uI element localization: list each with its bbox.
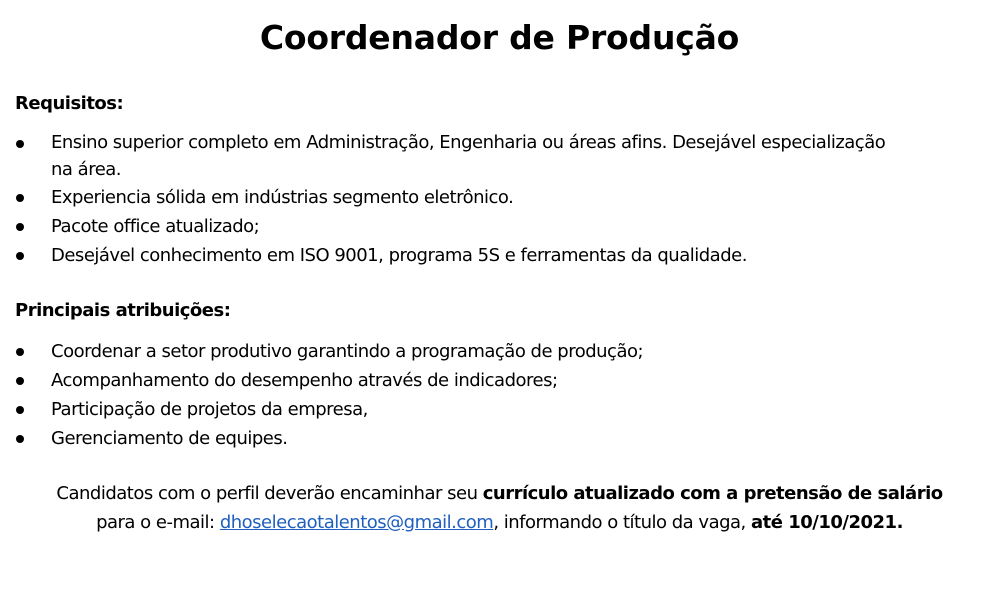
- email-link[interactable]: dhoselecaotalentos@gmail.com: [219, 512, 494, 533]
- bullet-icon: [16, 435, 24, 443]
- instructions-emphasis: currículo atualizado com a pretensão de salário: [482, 483, 943, 504]
- list-item: [0, 212, 891, 241]
- bullet-icon: [16, 194, 24, 202]
- bullet-icon: [16, 252, 24, 260]
- list-item: [0, 424, 891, 453]
- list-item: [0, 183, 891, 212]
- requirements-heading: Requisitos:: [15, 93, 124, 114]
- list-item-text: Experiencia sólida em indústrias segmento eletrônico.: [51, 187, 514, 208]
- requirements-list: [0, 129, 999, 270]
- list-item-text: Gerenciamento de equipes.: [51, 428, 288, 449]
- duties-heading: Principais atribuições:: [15, 300, 231, 321]
- list-item: [0, 395, 891, 424]
- list-item-text: Desejável conhecimento em ISO 9001, programa 5S e ferramentas da qualidade.: [51, 245, 747, 266]
- bullet-icon: [16, 223, 24, 231]
- list-item-text: Ensino superior completo em Administração, Engenharia ou áreas afins. Desejável especialização na área.: [51, 132, 886, 180]
- list-item: [0, 241, 891, 270]
- list-item-text: Pacote office atualizado;: [51, 216, 260, 237]
- instructions-text: Candidatos com o perfil deverão encaminhar seu: [56, 483, 483, 504]
- list-item-text: Participação de projetos da empresa,: [51, 399, 368, 420]
- application-instructions: [0, 479, 999, 537]
- bullet-icon: [16, 406, 24, 414]
- bullet-icon: [16, 348, 24, 356]
- list-item-text: Acompanhamento do desempenho através de indicadores;: [51, 370, 558, 391]
- duties-list: [0, 337, 999, 453]
- instructions-line-1: [0, 479, 999, 508]
- list-item-text: Coordenar a setor produtivo garantindo a programação de produção;: [51, 341, 644, 362]
- list-item: [0, 366, 891, 395]
- bullet-icon: [16, 377, 24, 385]
- instructions-text: , informando o título da vaga,: [493, 512, 752, 533]
- page-title: Coordenador de Produção: [259, 18, 740, 57]
- instructions-line-2: [0, 508, 999, 537]
- list-item: [0, 337, 891, 366]
- instructions-text: para o e-mail:: [96, 512, 220, 533]
- bullet-icon: [16, 140, 24, 148]
- deadline-text: até 10/10/2021.: [751, 512, 903, 533]
- list-item: [0, 129, 891, 183]
